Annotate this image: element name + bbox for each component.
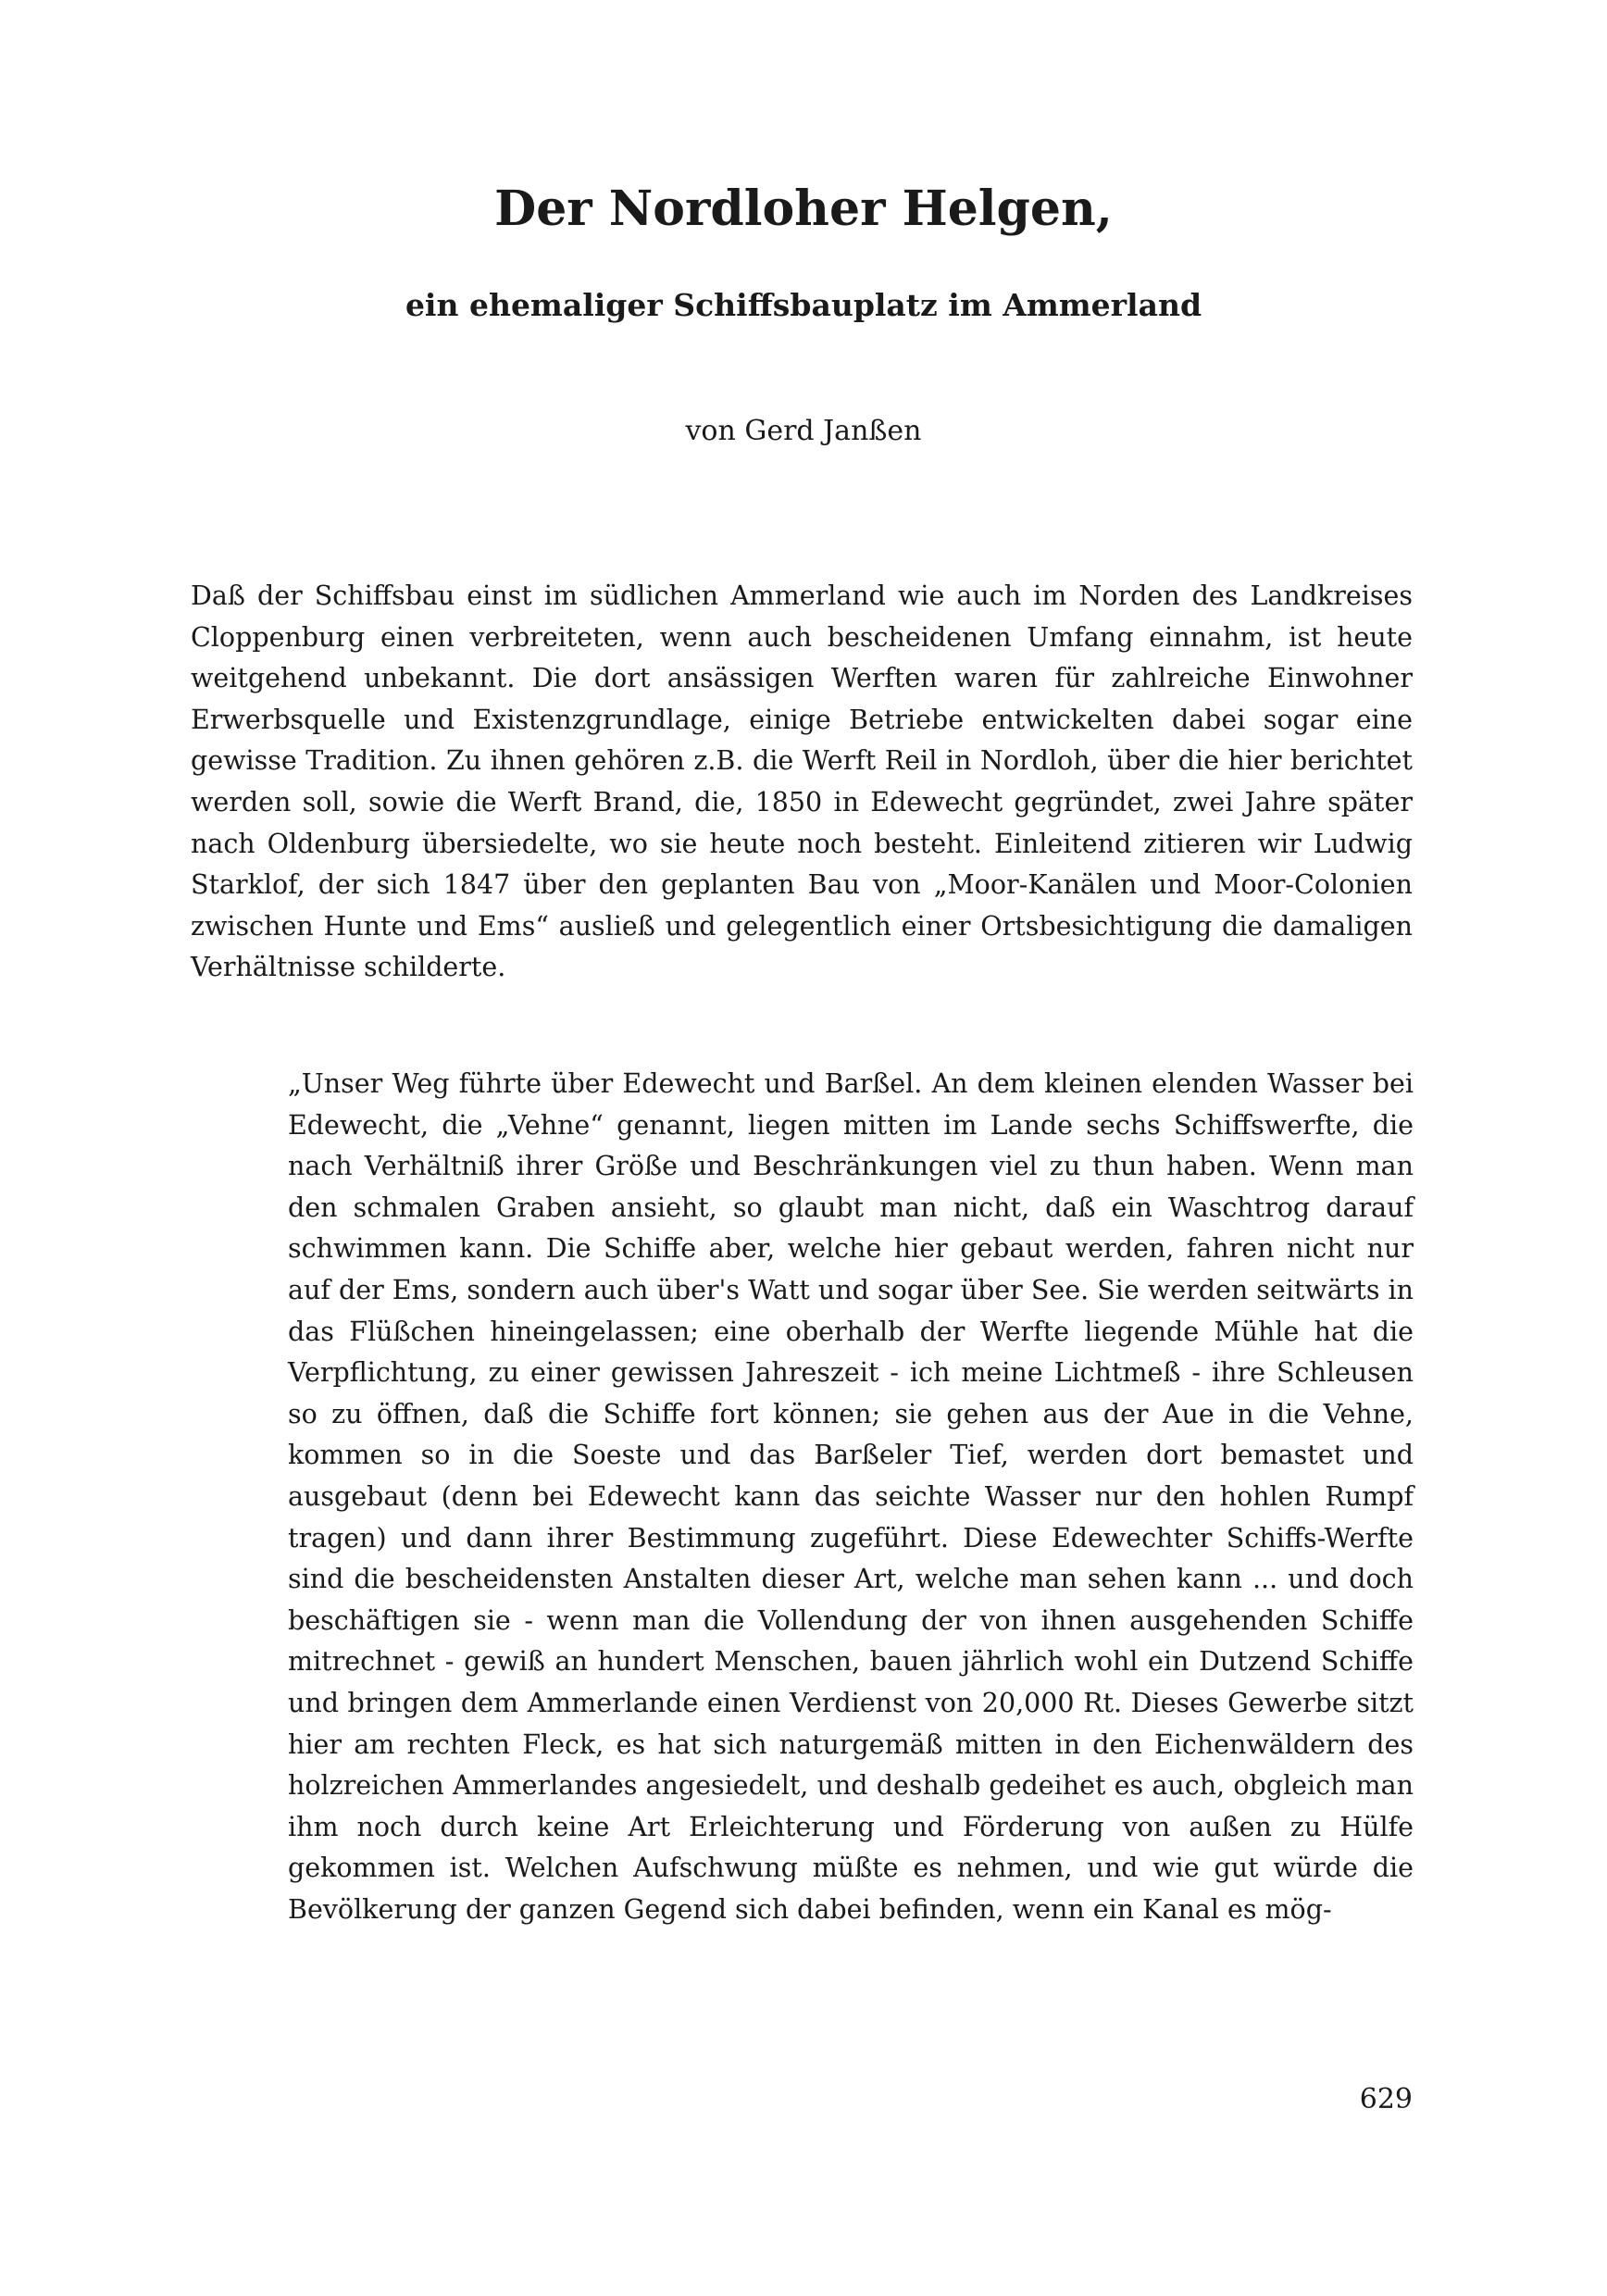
page-number: 629: [1359, 2083, 1413, 2115]
article-author: von Gerd Janßen: [685, 415, 922, 447]
article-subtitle: ein ehemaliger Schiffsbauplatz im Ammerland: [405, 287, 1202, 323]
intro-paragraph: Daß der Schiffsbau einst im südlichen Ammerland wie auch im Norden des Landkreises Cloppenburg einen verbreiteten, wenn auch bescheidenen Umfang einnahm, ist heute weitgehend unbekannt. Die dort ansässigen Werften waren für zahlreiche Einwohner Erwerbsquelle und Existenzgrundlage, einige Betriebe entwickelten dabei sogar eine gewisse Tradition. Zu ihnen gehören z.B. die Werft Reil in Nordloh, über die hier berichtet werden soll, sowie die Werft Brand, die, 1850 in Edewecht gegründet, zwei Jahre später nach Oldenburg übersiedelte, wo sie heute noch besteht. Einleitend zitieren wir Ludwig Starklof, der sich 1847 über den geplanten Bau von „Moor-Kanälen und Moor-Colonien zwischen Hunte und Ems“ ausließ und gelegentlich einer Ortsbesichtigung die damaligen Verhältnisse schilderte.: [191, 580, 1413, 983]
article-title: Der Nordloher Helgen,: [494, 181, 1113, 237]
block-quote: „Unser Weg führte über Edewecht und Barßel. An dem kleinen elenden Wasser bei Edewecht, die „Vehne“ genannt, liegen mitten im Lande sechs Schiffswerfte, die nach Verhältniß ihrer Größe und Beschränkungen viel zu thun haben. Wenn man den schmalen Graben ansieht, so glaubt man nicht, daß ein Waschtrog darauf schwimmen kann. Die Schiffe aber, welche hier gebaut werden, fahren nicht nur auf der Ems, sondern auch über's Watt und sogar über See. Sie werden seitwärts in das Flüßchen hineingelassen; eine oberhalb der Werfte liegende Mühle hat die Verpflichtung, zu einer gewissen Jahreszeit - ich meine Lichtmeß - ihre Schleusen so zu öffnen, daß die Schiffe fort können; sie gehen aus der Aue in die Vehne, kommen so in die Soeste und das Barßeler Tief, werden dort bemastet und ausgebaut (denn bei Edewecht kann das seichte Wasser nur den hohlen Rumpf tragen) und dann ihrer Bestimmung zugeführt. Diese Edewechter Schiffs-Werfte sind die bescheidensten Anstalten dieser Art, welche man sehen kann ... und doch beschäftigen sie - wenn man die Vollendung der von ihnen ausgehenden Schiffe mitrechnet - gewiß an hundert Menschen, bauen jährlich wohl ein Dutzend Schiffe und bringen dem Ammerlande einen Verdienst von 20,000 Rt. Dieses Gewerbe sitzt hier am rechten Fleck, es hat sich naturgemäß mitten in den Eichenwäldern des holzreichen Ammerlandes angesiedelt, und deshalb gedeihet es auch, obgleich man ihm noch durch keine Art Erleichterung und Förderung von außen zu Hülfe gekommen ist. Welchen Aufschwung müßte es nehmen, und wie gut würde die Bevölkerung der ganzen Gegend sich dabei befinden, wenn ein Kanal es mög-: [288, 1068, 1414, 1925]
